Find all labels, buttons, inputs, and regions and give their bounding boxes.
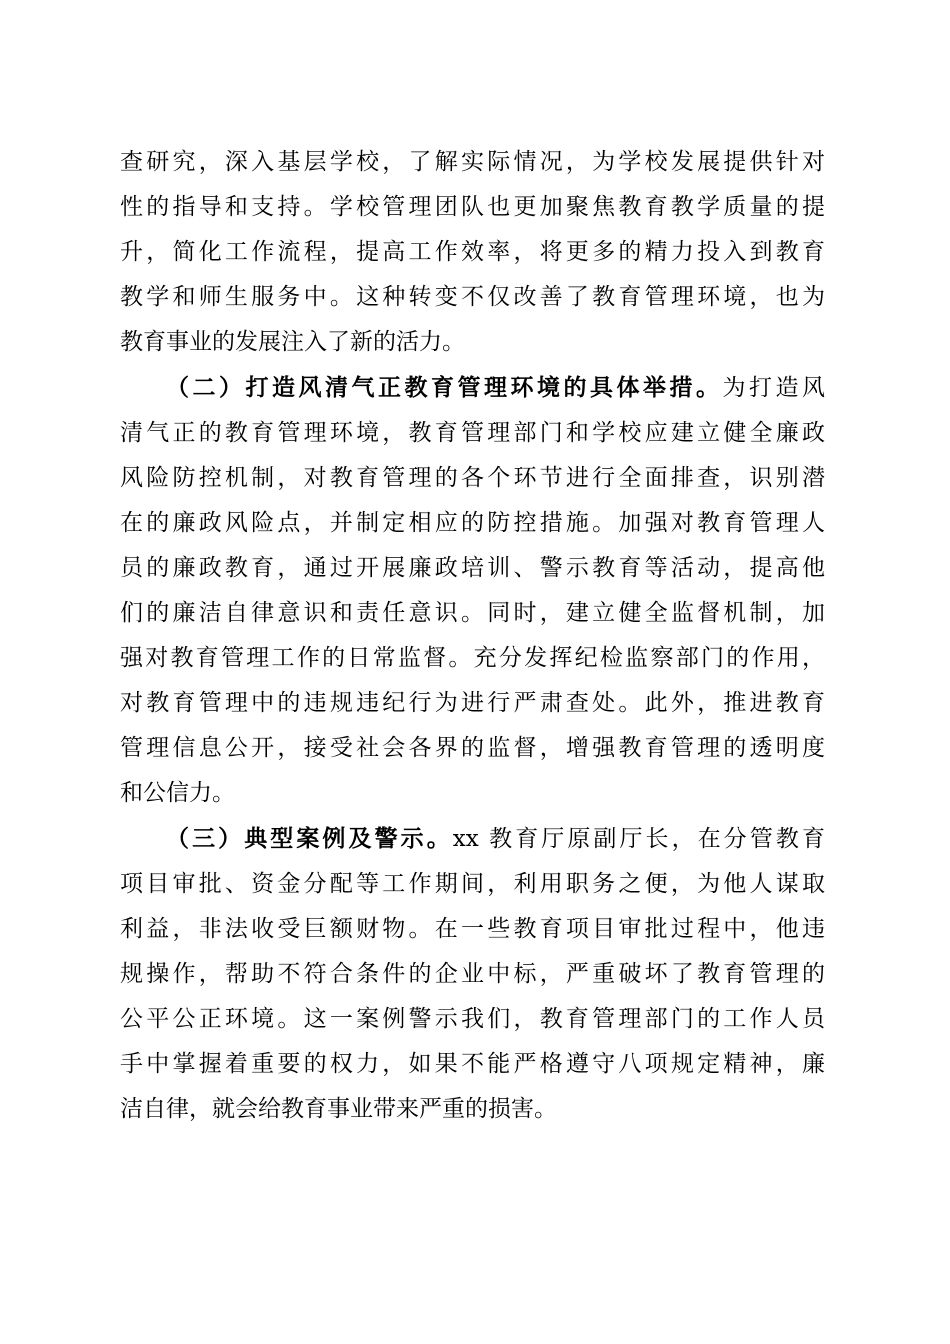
paragraph-3-line: 洁自律，就会给教育事业带来严重的损害。 xyxy=(120,1096,557,1122)
paragraph-1 xyxy=(120,140,825,365)
paragraph-1-line: 查研究，深入基层学校，了解实际情况，为学校发展提供针对 xyxy=(120,149,825,175)
paragraph-1-line: 教学和师生服务中。这种转变不仅改善了教育管理环境，也为 xyxy=(120,284,825,310)
paragraph-2-line: 为打造风 xyxy=(722,375,825,401)
paragraph-1-line: 升，简化工作流程，提高工作效率，将更多的精力投入到教育 xyxy=(120,239,825,265)
paragraph-3-line: 项目审批、资金分配等工作期间，利用职务之便，为他人谋取 xyxy=(120,871,825,897)
paragraph-2-line: 对教育管理中的违规违纪行为进行严肃查处。此外，推进教育 xyxy=(120,690,825,716)
paragraph-2-line: 在的廉政风险点，并制定相应的防控措施。加强对教育管理人 xyxy=(120,510,825,536)
paragraph-3-line: xx 教育厅原副厅长，在分管教育 xyxy=(452,826,825,852)
paragraph-3 xyxy=(120,816,825,1132)
paragraph-3-line: 公平公正环境。这一案例警示我们，教育管理部门的工作人员 xyxy=(120,1006,825,1032)
section-heading-3: （三）典型案例及警示。 xyxy=(166,825,453,852)
paragraph-2-line: 管理信息公开，接受社会各界的监督，增强教育管理的透明度 xyxy=(120,735,825,761)
paragraph-3-first-line xyxy=(120,816,825,862)
paragraph-2-first-line xyxy=(120,365,825,411)
paragraph-2 xyxy=(120,365,825,816)
paragraph-3-line: 规操作，帮助不符合条件的企业中标，严重破坏了教育管理的 xyxy=(120,961,825,987)
paragraph-2-line: 风险防控机制，对教育管理的各个环节进行全面排查，识别潜 xyxy=(120,465,825,491)
document-body xyxy=(120,140,825,1132)
section-heading-2: （二）打造风清气正教育管理环境的具体举措。 xyxy=(166,374,723,401)
paragraph-2-line: 和公信力。 xyxy=(120,780,235,806)
paragraph-2-line: 清气正的教育管理环境，教育管理部门和学校应建立健全廉政 xyxy=(120,420,825,446)
paragraph-2-line: 员的廉政教育，通过开展廉政培训、警示教育等活动，提高他 xyxy=(120,555,825,581)
paragraph-3-line: 利益，非法收受巨额财物。在一些教育项目审批过程中，他违 xyxy=(120,916,825,942)
paragraph-2-line: 们的廉洁自律意识和责任意识。同时，建立健全监督机制，加 xyxy=(120,600,825,626)
paragraph-1-line: 性的指导和支持。学校管理团队也更加聚焦教育教学质量的提 xyxy=(120,194,825,220)
paragraph-2-line: 强对教育管理工作的日常监督。充分发挥纪检监察部门的作用， xyxy=(120,645,825,671)
paragraph-1-line: 教育事业的发展注入了新的活力。 xyxy=(120,329,465,355)
paragraph-3-line: 手中掌握着重要的权力，如果不能严格遵守八项规定精神，廉 xyxy=(120,1051,825,1077)
